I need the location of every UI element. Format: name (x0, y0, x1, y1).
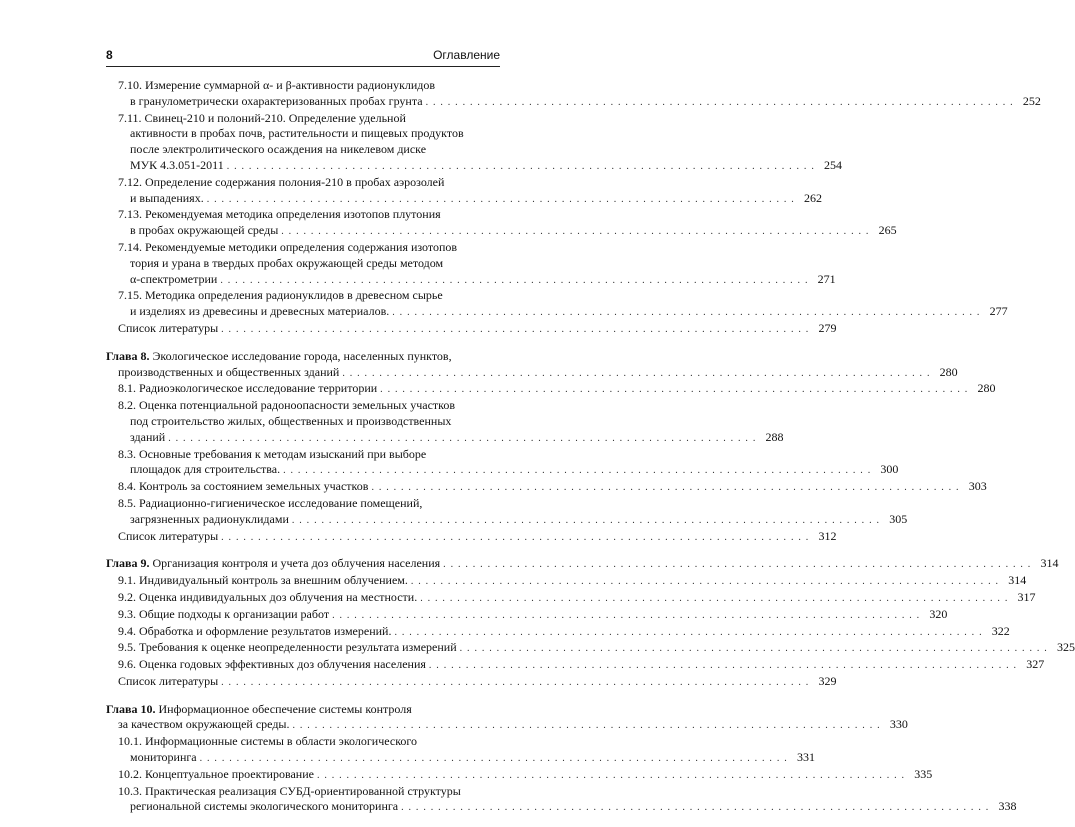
dot-leader: . . . . . . . . . . . . . . . . . . . . . . . . . . . . . . . . . . . . . . . . . . . . . . . . . . . . . . . . . . . . . . . . . . . . . . . . . . . . . . . . (281, 226, 870, 238)
toc-entry (106, 207, 897, 240)
dot-leader: . . . . . . . . . . . . . . . . . . . . . . . . . . . . . . . . . . . . . . . . . . . . . . . . . . . . . . . . . . . . . . . . . . . . . . . . . . . . . . . . (392, 307, 981, 319)
toc-entry-line (106, 414, 500, 430)
toc-entry-line (106, 223, 897, 240)
toc-line-text: 9.6. Оценка годовых эффективных доз облучения населения (118, 657, 426, 672)
toc-page-number: 303 (968, 479, 987, 494)
toc-page-number: 265 (878, 223, 897, 238)
toc-entry-line (106, 799, 1017, 816)
toc-entry-line (106, 240, 500, 256)
toc-line-text: в гранулометрически охарактеризованных пробах грунта (130, 93, 423, 108)
section-title: Оглавление (433, 48, 500, 62)
toc-page-number: 325 (1056, 640, 1075, 655)
toc-page-number: 252 (1022, 93, 1041, 108)
dot-leader: . . . . . . . . . . . . . . . . . . . . . . . . . . . . . . . . . . . . . . . . . . . . . . . . . . . . . . . . . . . . . . . . . . . . . . . . . . . . . . . . (371, 482, 960, 494)
toc-line-text: Список литературы (118, 320, 219, 335)
toc-line-text: 7.12. Определение содержания полония-210 в пробах аэрозолей (118, 174, 445, 189)
toc-line-text: 7.14. Рекомендуемые методики определения содержания изотопов (118, 239, 458, 254)
toc-page-number: 305 (889, 511, 908, 526)
toc-line-text: и выпадениях. (130, 190, 204, 205)
chapter-label: Глава 8. (106, 348, 150, 363)
toc-entry (106, 479, 987, 496)
toc-entry-line (106, 111, 500, 127)
toc-line-text: после электролитического осаждения на никелевом диске (130, 142, 427, 157)
toc-entry-line (106, 528, 837, 546)
toc-line-text: 8.1. Радиоэкологическое исследование территории (118, 381, 378, 396)
toc-line-text: за качеством окружающей среды. (118, 717, 290, 732)
toc-page-number: 280 (939, 364, 958, 379)
toc-entry (106, 174, 823, 208)
toc-page-number: 314 (1008, 573, 1027, 588)
toc-line-text: 9.1. Индивидуальный контроль за внешним облучением. (118, 573, 408, 588)
toc-entry (106, 783, 1017, 817)
toc-entry-line (106, 766, 933, 784)
dot-leader: . . . . . . . . . . . . . . . . . . . . . . . . . . . . . . . . . . . . . . . . . . . . . . . . . . . . . . . . . . . . . . . . . . . . . . . . . . . . . . . . (443, 559, 1032, 571)
chapter-title-line (106, 556, 1059, 573)
toc-line-text: 9.4. Обработка и оформление результатов измерений. (118, 623, 392, 638)
chapter-label: Глава 10. (106, 701, 156, 716)
toc-line-text: Организация контроля и учета доз облучения населения (152, 556, 441, 571)
toc-line-text: 10.3. Практическая реализация СУБД-ориентированной структуры (118, 783, 461, 798)
toc-page-number: 322 (991, 623, 1010, 638)
toc-entry (106, 381, 996, 398)
toc-page-number: 335 (914, 766, 933, 781)
dot-leader: . . . . . . . . . . . . . . . . . . . . . . . . . . . . . . . . . . . . . . . . . . . . . . . . . . . . . . . . . . . . . . . . . . . . . . . . . . . . . . . . (199, 753, 788, 765)
dot-leader: . . . . . . . . . . . . . . . . . . . . . . . . . . . . . . . . . . . . . . . . . . . . . . . . . . . . . . . . . . . . . . . . . . . . . . . . . . . . . . . . (420, 592, 1009, 604)
dot-leader: . . . . . . . . . . . . . . . . . . . . . . . . . . . . . . . . . . . . . . . . . . . . . . . . . . . . . . . . . . . . . . . . . . . . . . . . . . . . . . . . (394, 626, 983, 638)
dot-leader: . . . . . . . . . . . . . . . . . . . . . . . . . . . . . . . . . . . . . . . . . . . . . . . . . . . . . . . . . . . . . . . . . . . . . . . . . . . . . . . . (428, 660, 1018, 672)
dot-leader: . . . . . . . . . . . . . . . . . . . . . . . . . . . . . . . . . . . . . . . . . . . . . . . . . . . . . . . . . . . . . . . . . . . . . . . . . . . . . . . . (168, 432, 757, 444)
toc-line-text: 9.2. Оценка индивидуальных доз облучения на местности. (118, 589, 418, 604)
toc-entry-line (106, 256, 500, 272)
toc-chapter-ch8 (106, 348, 996, 546)
toc-line-text: 8.3. Основные требования к методам изысканий при выборе (118, 446, 427, 461)
toc-page-number: 331 (796, 750, 815, 765)
toc-entry (106, 589, 1036, 607)
toc-page-number: 262 (804, 190, 823, 205)
toc-line-text: 7.10. Измерение суммарной α- и β-активности радионуклидов (118, 78, 436, 92)
toc-page-number: 277 (989, 304, 1008, 319)
toc-page-number: 271 (817, 271, 836, 286)
toc-entry-line (106, 93, 1041, 111)
toc-entry-line (106, 288, 500, 304)
toc-entry-line (106, 589, 1036, 607)
toc-line-text: α-спектрометрии (130, 271, 218, 286)
toc-entry-line (106, 142, 500, 158)
toc-entry (106, 640, 1075, 657)
dot-leader: . . . . . . . . . . . . . . . . . . . . . . . . . . . . . . . . . . . . . . . . . . . . . . . . . . . . . . . . . . . . . . . . . . . . . . . . . . . . . . . . (292, 720, 881, 732)
toc-line-text: 7.13. Рекомендуемая методика определения изотопов плутония (118, 207, 441, 222)
toc-entry-line (106, 640, 1075, 657)
toc-chapter-ch7-cont (106, 78, 1041, 338)
toc-line-text: загрязненных радионуклидами (130, 511, 289, 526)
toc-line-text: Список литературы (118, 528, 219, 543)
toc-entry-line (106, 304, 1008, 321)
dot-leader: . . . . . . . . . . . . . . . . . . . . . . . . . . . . . . . . . . . . . . . . . . . . . . . . . . . . . . . . . . . . . . . . . . . . . . . . . . . . . . . . (220, 274, 809, 286)
toc-line-text: региональной системы экологического мониторинга (130, 799, 399, 814)
toc-line-text: тория и урана в твердых пробах окружающей среды методом (130, 255, 444, 270)
toc-entry (106, 110, 843, 175)
toc-entry-line (106, 320, 837, 338)
toc-entry-line (106, 271, 836, 289)
toc-page-number: 330 (889, 717, 908, 732)
dot-leader: . . . . . . . . . . . . . . . . . . . . . . . . . . . . . . . . . . . . . . . . . . . . . . . . . . . . . . . . . . . . . . . . . . . . . . . . . . . . . . . . (332, 609, 921, 621)
toc-entry (106, 398, 784, 446)
toc-entry (106, 606, 948, 624)
toc-page-number: 327 (1026, 657, 1045, 672)
toc-entry-line (106, 734, 500, 750)
toc-entry-line (106, 429, 784, 447)
toc-page-number: 317 (1017, 589, 1036, 604)
toc-chapter-ch10 (106, 701, 1017, 817)
toc-line-text: 8.2. Оценка потенциальной радоноопасности земельных участков (118, 398, 456, 413)
toc-page-number: 288 (765, 429, 784, 444)
toc-page-number: 314 (1040, 556, 1059, 571)
toc-entry-line (106, 190, 823, 208)
toc-entry (106, 320, 837, 338)
dot-leader: . . . . . . . . . . . . . . . . . . . . . . . . . . . . . . . . . . . . . . . . . . . . . . . . . . . . . . . . . . . . . . . . . . . . . . . . . . . . . . . . (342, 367, 931, 379)
page-number: 8 (106, 48, 113, 62)
dot-leader: . . . . . . . . . . . . . . . . . . . . . . . . . . . . . . . . . . . . . . . . . . . . . . . . . . . . . . . . . . . . . . . . . . . . . . . . . . . . . . . . (459, 643, 1048, 655)
toc-entry-line (106, 126, 500, 142)
toc-entry (106, 446, 899, 480)
toc-page-number: 338 (998, 799, 1017, 814)
table-of-contents (106, 78, 1075, 827)
toc-line-text: 7.15. Методика определения радионуклидов в древесном сырье (118, 288, 443, 303)
toc-line-text: мониторинга (130, 750, 197, 765)
toc-line-text: в пробах окружающей среды (130, 223, 279, 238)
chapter-title-line (106, 702, 500, 718)
toc-page-number: 300 (880, 462, 899, 477)
dot-leader: . . . . . . . . . . . . . . . . . . . . . . . . . . . . . . . . . . . . . . . . . . . . . . . . . . . . . . . . . . . . . . . . . . . . . . . . . . . . . . . . (401, 802, 990, 814)
dot-leader: . . . . . . . . . . . . . . . . . . . . . . . . . . . . . . . . . . . . . . . . . . . . . . . . . . . . . . . . . . . . . . . . . . . . . . . . . . . . . . . . (221, 531, 810, 543)
toc-line-text: зданий (130, 429, 166, 444)
toc-entry-line (106, 573, 1027, 590)
toc-entry-line (106, 657, 1045, 674)
toc-entry-line (106, 496, 500, 512)
chapter-label: Глава 9. (106, 556, 150, 571)
toc-entry (106, 657, 1045, 674)
toc-entry (106, 673, 837, 691)
toc-line-text: производственных и общественных зданий (118, 364, 340, 379)
toc-page-number: 280 (977, 381, 996, 396)
toc-line-text: Список литературы (118, 673, 219, 688)
toc-line-text: и изделиях из древесины и древесных материалов. (130, 304, 390, 319)
toc-entry-line (106, 207, 500, 223)
toc-line-text: под строительство жилых, общественных и производственных (130, 413, 452, 428)
toc-line-text: 9.5. Требования к оценке неопределенности результата измерений (118, 640, 457, 655)
toc-line-text: 9.3. Общие подходы к организации работ (118, 606, 330, 621)
dot-leader: . . . . . . . . . . . . . . . . . . . . . . . . . . . . . . . . . . . . . . . . . . . . . . . . . . . . . . . . . . . . . . . . . . . . . . . . . . . . . . . . (316, 769, 906, 781)
toc-entry (106, 528, 837, 546)
toc-entry-line (106, 750, 815, 767)
toc-page-number: 320 (929, 606, 948, 621)
toc-line-text: площадок для строительства. (130, 462, 281, 477)
toc-entry-line (106, 381, 996, 398)
dot-leader: . . . . . . . . . . . . . . . . . . . . . . . . . . . . . . . . . . . . . . . . . . . . . . . . . . . . . . . . . . . . . . . . . . . . . . . . . . . . . . . . (410, 576, 1000, 588)
toc-entry-line (106, 462, 899, 479)
dot-leader: . . . . . . . . . . . . . . . . . . . . . . . . . . . . . . . . . . . . . . . . . . . . . . . . . . . . . . . . . . . . . . . . . . . . . . . . . . . . . . . . (221, 676, 810, 688)
toc-entry-line (106, 175, 500, 191)
toc-line-text: 8.4. Контроль за состоянием земельных участков (118, 479, 369, 494)
toc-entry (106, 288, 1008, 321)
toc-line-text: МУК 4.3.051-2011 (130, 157, 224, 172)
toc-chapter-ch9 (106, 556, 1075, 690)
toc-entry (106, 623, 1010, 641)
toc-entry-line (106, 398, 500, 414)
running-header (106, 46, 500, 67)
toc-entry (106, 495, 908, 529)
toc-line-text: Информационное обеспечение системы контроля (158, 701, 412, 716)
toc-line-text: 10.2. Концептуальное проектирование (118, 766, 314, 781)
chapter-title-line (106, 364, 958, 382)
chapter-title-line (106, 717, 908, 734)
toc-entry-line (106, 784, 500, 800)
dot-leader: . . . . . . . . . . . . . . . . . . . . . . . . . . . . . . . . . . . . . . . . . . . . . . . . . . . . . . . . . . . . . . . . . . . . . . . . . . . . . . . . (226, 160, 816, 172)
dot-leader: . . . . . . . . . . . . . . . . . . . . . . . . . . . . . . . . . . . . . . . . . . . . . . . . . . . . . . . . . . . . . . . . . . . . . . . . . . . . . . . . (206, 193, 796, 205)
toc-page-number: 254 (824, 157, 843, 172)
toc-entry-line (106, 623, 1010, 641)
toc-entry-line (106, 673, 837, 691)
toc-page-number: 312 (818, 528, 837, 543)
toc-page-number: 329 (818, 673, 837, 688)
toc-entry-line (106, 447, 500, 463)
dot-leader: . . . . . . . . . . . . . . . . . . . . . . . . . . . . . . . . . . . . . . . . . . . . . . . . . . . . . . . . . . . . . . . . . . . . . . . . . . . . . . . . (380, 384, 969, 396)
toc-page-number: 279 (818, 320, 837, 335)
toc-entry-line (106, 606, 948, 624)
toc-entry (106, 734, 815, 767)
toc-line-text: 7.11. Свинец-210 и полоний-210. Определение удельной (118, 110, 406, 125)
toc-line-text: активности в пробах почв, растительности и пищевых продуктов (130, 126, 464, 141)
toc-entry (106, 78, 1041, 111)
dot-leader: . . . . . . . . . . . . . . . . . . . . . . . . . . . . . . . . . . . . . . . . . . . . . . . . . . . . . . . . . . . . . . . . . . . . . . . . . . . . . . . . (221, 323, 810, 335)
toc-entry (106, 766, 933, 784)
toc-entry-line (106, 78, 500, 94)
dot-leader: . . . . . . . . . . . . . . . . . . . . . . . . . . . . . . . . . . . . . . . . . . . . . . . . . . . . . . . . . . . . . . . . . . . . . . . . . . . . . . . . (425, 96, 1014, 108)
dot-leader: . . . . . . . . . . . . . . . . . . . . . . . . . . . . . . . . . . . . . . . . . . . . . . . . . . . . . . . . . . . . . . . . . . . . . . . . . . . . . . . . (291, 514, 881, 526)
toc-line-text: 8.5. Радиационно-гигиеническое исследование помещений, (118, 495, 423, 510)
toc-entry-line (106, 157, 843, 175)
toc-entry-line (106, 479, 987, 496)
toc-entry-line (106, 511, 908, 529)
toc-entry (106, 239, 836, 288)
chapter-title-line (106, 349, 500, 365)
toc-line-text: Экологическое исследование города, населенных пунктов, (152, 348, 452, 363)
dot-leader: . . . . . . . . . . . . . . . . . . . . . . . . . . . . . . . . . . . . . . . . . . . . . . . . . . . . . . . . . . . . . . . . . . . . . . . . . . . . . . . . (283, 465, 872, 477)
toc-entry (106, 573, 1027, 590)
toc-line-text: 10.1. Информационные системы в области экологического (118, 734, 418, 749)
